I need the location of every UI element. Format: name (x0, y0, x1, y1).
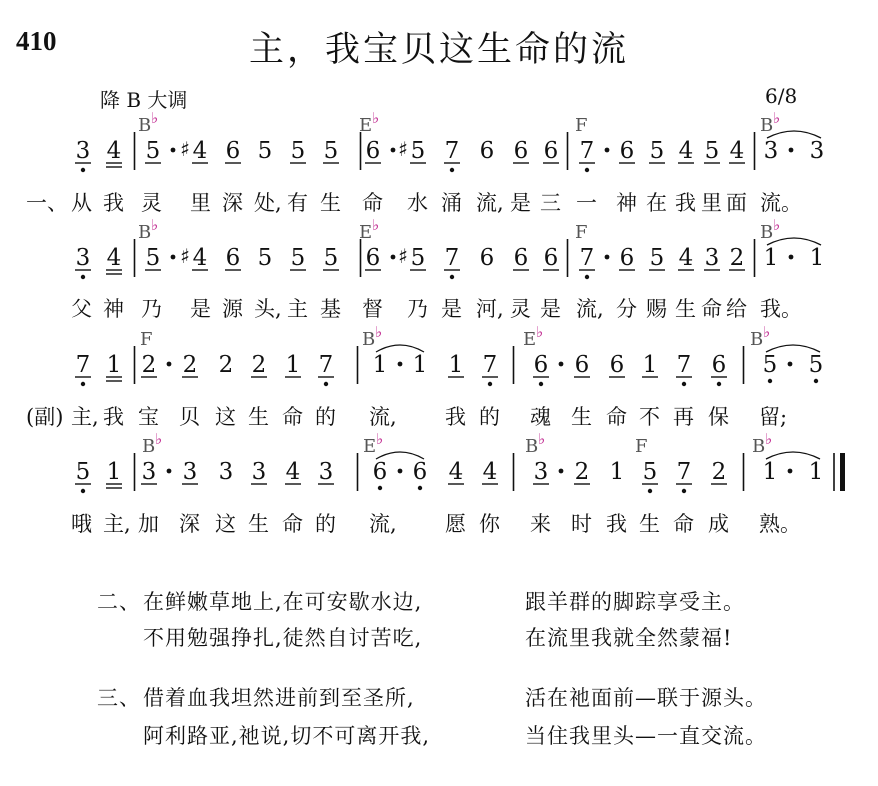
augmentation-dot (398, 469, 403, 474)
note-digit: 7 (444, 245, 460, 271)
note-digit: 3 (809, 138, 825, 164)
chord-flat: ♭ (372, 109, 380, 127)
octave-dot-low (682, 489, 686, 493)
note-digit: 5 (257, 245, 273, 271)
augmentation-dot (398, 362, 403, 367)
note-digit: 3 (141, 459, 157, 485)
note-digit: 5 (410, 138, 426, 164)
note-digit: 4 (106, 245, 122, 271)
lyric-syllable: 你 (479, 512, 500, 536)
lyric-syllable: 成 (708, 512, 729, 536)
octave-dot-low (717, 382, 721, 386)
lyric-syllable: 一、 (26, 191, 68, 215)
note-digit: 3 (75, 138, 91, 164)
octave-dot-low (450, 275, 454, 279)
sharp-sign: ♯ (398, 244, 408, 268)
slur (766, 345, 820, 352)
chord-symbol: B (525, 436, 539, 457)
lyric-syllable: 里 (190, 191, 211, 215)
lyric-syllable: 流。 (760, 191, 802, 215)
verse-line: 在鲜嫩草地上,在可安歇水边, (143, 590, 423, 614)
note-digit: 4 (448, 459, 464, 485)
lyric-syllable: 灵 (141, 191, 162, 215)
verse-line: 阿利路亚,祂说,切不可离开我, (143, 724, 431, 748)
note-digit: 6 (225, 245, 241, 271)
lyric-syllable: 贝 (179, 405, 200, 429)
note-digit: 3 (704, 245, 720, 271)
lyric-syllable: 流, (369, 405, 397, 429)
note-digit: 6 (533, 352, 549, 378)
octave-dot-low (81, 382, 85, 386)
lyric-syllable: 我 (103, 191, 124, 215)
lyric-syllable: 主, (103, 512, 131, 536)
lyric-syllable: 有 (287, 191, 308, 215)
note-digit: 5 (145, 245, 161, 271)
lyric-syllable: 给 (726, 297, 747, 321)
note-digit: 2 (574, 459, 590, 485)
augmentation-dot (171, 148, 176, 153)
note-digit: 5 (642, 459, 658, 485)
chord-flat: ♭ (765, 430, 773, 448)
time-signature: 6/8 (765, 84, 798, 108)
note-digit: 4 (192, 138, 208, 164)
lyric-syllable: 流, (476, 191, 504, 215)
lyric-syllable: 命 (673, 512, 694, 536)
hymn-title: 主，我宝贝这生命的流 (248, 30, 629, 70)
lyric-syllable: 命 (362, 191, 383, 215)
lyric-syllable: 生 (248, 405, 269, 429)
lyric-syllable: 生 (639, 512, 660, 536)
augmentation-dot (605, 255, 610, 260)
chord-symbol: B (362, 329, 376, 350)
chord-symbol: B (138, 222, 152, 243)
octave-dot-low (539, 382, 543, 386)
chord-symbol: B (750, 329, 764, 350)
chord-symbol: F (575, 115, 588, 136)
lyric-syllable: 的 (315, 512, 336, 536)
note-digit: 7 (75, 352, 91, 378)
note-digit: 3 (218, 459, 234, 485)
chord-symbol: E (359, 115, 373, 136)
note-digit: 6 (513, 245, 529, 271)
octave-dot-low (450, 168, 454, 172)
note-digit: 6 (365, 245, 381, 271)
note-digit: 4 (678, 138, 694, 164)
augmentation-dot (391, 255, 396, 260)
augmentation-dot (605, 148, 610, 153)
note-digit: 3 (182, 459, 198, 485)
augmentation-dot (788, 362, 793, 367)
lyric-syllable: 生 (320, 191, 341, 215)
note-digit: 6 (619, 245, 635, 271)
lyric-syllable: 命 (606, 405, 627, 429)
lyric-syllable: 时 (571, 512, 592, 536)
note-digit: 5 (257, 138, 273, 164)
lyric-syllable: 流, (576, 297, 604, 321)
lyric-syllable: 我 (675, 191, 696, 215)
octave-dot-low (324, 382, 328, 386)
lyric-syllable: 是 (540, 297, 561, 321)
lyric-syllable: 里 (701, 191, 722, 215)
lyric-syllable: 流, (369, 512, 397, 536)
note-digit: 1 (762, 459, 778, 485)
note-digit: 6 (412, 459, 428, 485)
note-digit: 1 (609, 459, 625, 485)
note-digit: 1 (809, 245, 825, 271)
note-digit: 5 (75, 459, 91, 485)
lyric-syllable: 我 (445, 405, 466, 429)
lyric-syllable: 深 (179, 512, 200, 536)
note-digit: 6 (225, 138, 241, 164)
slur (766, 452, 820, 459)
lyric-syllable: 生 (571, 405, 592, 429)
note-digit: 7 (444, 138, 460, 164)
note-digit: 3 (318, 459, 334, 485)
augmentation-dot (788, 469, 793, 474)
note-digit: 7 (676, 459, 692, 485)
note-digit: 5 (145, 138, 161, 164)
lyric-syllable: 面 (726, 191, 747, 215)
octave-dot-low (768, 379, 772, 383)
chord-flat: ♭ (376, 430, 384, 448)
lyric-syllable: 三 (540, 191, 561, 215)
note-digit: 6 (609, 352, 625, 378)
note-digit: 6 (543, 245, 559, 271)
lyric-syllable: 在 (646, 191, 667, 215)
chord-flat: ♭ (773, 109, 781, 127)
lyric-syllable: 水 (407, 191, 428, 215)
lyric-syllable: 留; (759, 405, 788, 429)
octave-dot-low (81, 275, 85, 279)
lyric-syllable: 头, (254, 297, 282, 321)
augmentation-dot (391, 148, 396, 153)
lyric-syllable: 基 (320, 297, 341, 321)
slur (376, 452, 424, 459)
octave-dot-low (648, 489, 652, 493)
lyric-syllable: 魂 (530, 405, 551, 429)
augmentation-dot (559, 469, 564, 474)
lyric-syllable: 的 (315, 405, 336, 429)
note-digit: 1 (285, 352, 301, 378)
note-digit: 5 (808, 352, 824, 378)
lyric-syllable: 是 (190, 297, 211, 321)
lyric-syllable: 宝 (138, 405, 159, 429)
note-digit: 7 (482, 352, 498, 378)
note-digit: 2 (711, 459, 727, 485)
octave-dot-low (81, 168, 85, 172)
chord-flat: ♭ (773, 216, 781, 234)
lyric-syllable: 生 (675, 297, 696, 321)
note-digit: 6 (479, 245, 495, 271)
note-digit: 1 (448, 352, 464, 378)
octave-dot-low (488, 382, 492, 386)
chord-symbol: B (752, 436, 766, 457)
note-digit: 1 (106, 352, 122, 378)
verse-line: 在流里我就全然蒙福! (525, 626, 733, 650)
octave-dot-low (81, 489, 85, 493)
lyric-syllable: 命 (282, 512, 303, 536)
chord-symbol: B (760, 222, 774, 243)
lyric-syllable: 命 (701, 297, 722, 321)
note-digit: 5 (323, 138, 339, 164)
note-digit: 4 (285, 459, 301, 485)
note-digit: 4 (192, 245, 208, 271)
note-digit: 4 (482, 459, 498, 485)
verse-line: 活在祂面前—联于源头。 (525, 686, 767, 710)
chord-flat: ♭ (372, 216, 380, 234)
note-digit: 5 (704, 138, 720, 164)
note-digit: 1 (808, 459, 824, 485)
augmentation-dot (167, 469, 172, 474)
lyric-syllable: 督 (362, 297, 383, 321)
octave-dot-low (378, 486, 382, 490)
lyric-syllable: 是 (510, 191, 531, 215)
chord-symbol: E (363, 436, 377, 457)
chord-symbol: B (138, 115, 152, 136)
lyric-syllable: 这 (215, 512, 236, 536)
key-signature: 降 B 大调 (100, 88, 188, 112)
lyric-syllable: 这 (215, 405, 236, 429)
lyric-syllable: 来 (530, 512, 551, 536)
verse-number: 二、 (97, 590, 141, 614)
chord-symbol: E (359, 222, 373, 243)
lyric-syllable: 父 (71, 297, 92, 321)
note-digit: 2 (218, 352, 234, 378)
note-digit: 3 (533, 459, 549, 485)
note-digit: 1 (412, 352, 428, 378)
note-digit: 5 (649, 138, 665, 164)
note-digit: 7 (676, 352, 692, 378)
lyric-syllable: 乃 (407, 297, 428, 321)
note-digit: 7 (579, 245, 595, 271)
chord-flat: ♭ (151, 109, 159, 127)
note-digit: 5 (410, 245, 426, 271)
note-digit: 6 (365, 138, 381, 164)
slur (376, 345, 424, 352)
chord-flat: ♭ (763, 323, 771, 341)
note-digit: 5 (649, 245, 665, 271)
sharp-sign: ♯ (180, 137, 190, 161)
lyric-syllable: 处, (254, 191, 282, 215)
note-digit: 2 (729, 245, 745, 271)
lyric-syllable: 我 (606, 512, 627, 536)
augmentation-dot (167, 362, 172, 367)
lyric-syllable: 保 (708, 405, 729, 429)
augmentation-dot (559, 362, 564, 367)
note-digit: 1 (642, 352, 658, 378)
note-digit: 3 (75, 245, 91, 271)
note-digit: 6 (513, 138, 529, 164)
lyric-syllable: 从 (71, 191, 92, 215)
note-digit: 1 (106, 459, 122, 485)
lyric-syllable: 涌 (441, 191, 462, 215)
slur (767, 238, 821, 245)
augmentation-dot (789, 255, 794, 260)
note-digit: 5 (762, 352, 778, 378)
octave-dot-low (585, 168, 589, 172)
sharp-sign: ♯ (180, 244, 190, 268)
lyric-syllable: (副) (26, 405, 64, 429)
note-digit: 5 (323, 245, 339, 271)
chord-flat: ♭ (155, 430, 163, 448)
lyric-syllable: 一 (576, 191, 597, 215)
lyric-syllable: 主, (71, 405, 99, 429)
note-digit: 1 (763, 245, 779, 271)
note-digit: 2 (141, 352, 157, 378)
note-digit: 4 (106, 138, 122, 164)
lyric-syllable: 的 (479, 405, 500, 429)
lyric-syllable: 神 (616, 191, 637, 215)
chord-flat: ♭ (151, 216, 159, 234)
lyric-syllable: 愿 (445, 512, 466, 536)
chord-symbol: B (142, 436, 156, 457)
note-digit: 7 (579, 138, 595, 164)
note-digit: 6 (711, 352, 727, 378)
octave-dot-low (418, 486, 422, 490)
note-digit: 6 (574, 352, 590, 378)
lyric-syllable: 熟。 (759, 512, 801, 536)
lyric-syllable: 神 (103, 297, 124, 321)
chord-symbol: E (523, 329, 537, 350)
chord-symbol: B (760, 115, 774, 136)
lyric-syllable: 生 (248, 512, 269, 536)
chord-flat: ♭ (536, 323, 544, 341)
note-digit: 6 (543, 138, 559, 164)
final-bar-thick (840, 453, 845, 491)
note-digit: 4 (729, 138, 745, 164)
lyric-syllable: 再 (673, 405, 694, 429)
lyric-syllable: 赐 (646, 297, 667, 321)
lyric-syllable: 哦 (71, 512, 92, 536)
note-digit: 4 (678, 245, 694, 271)
chord-symbol: F (575, 222, 588, 243)
chord-flat: ♭ (538, 430, 546, 448)
chord-symbol: F (140, 329, 153, 350)
verse-number: 三、 (97, 686, 141, 710)
note-digit: 6 (372, 459, 388, 485)
note-digit: 3 (763, 138, 779, 164)
lyric-syllable: 主 (287, 297, 308, 321)
octave-dot-low (585, 275, 589, 279)
note-digit: 3 (251, 459, 267, 485)
augmentation-dot (171, 255, 176, 260)
lyric-syllable: 命 (282, 405, 303, 429)
verse-line: 跟羊群的脚踪享受主。 (525, 590, 745, 614)
octave-dot-low (682, 382, 686, 386)
lyric-syllable: 我。 (760, 297, 802, 321)
lyric-syllable: 分 (616, 297, 637, 321)
verse-line: 不用勉强挣扎,徒然自讨苦吃, (143, 626, 423, 650)
note-digit: 5 (290, 138, 306, 164)
chord-flat: ♭ (375, 323, 383, 341)
lyric-syllable: 灵 (510, 297, 531, 321)
lyric-syllable: 加 (138, 512, 159, 536)
chord-symbol: F (635, 436, 648, 457)
note-digit: 6 (479, 138, 495, 164)
lyric-syllable: 不 (639, 405, 660, 429)
lyric-syllable: 源 (222, 297, 243, 321)
lyric-syllable: 河, (476, 297, 504, 321)
hymn-number: 410 (16, 26, 57, 56)
verse-line: 借着血我坦然进前到至圣所, (143, 686, 415, 710)
sharp-sign: ♯ (398, 137, 408, 161)
note-digit: 1 (372, 352, 388, 378)
augmentation-dot (789, 148, 794, 153)
note-digit: 2 (182, 352, 198, 378)
lyric-syllable: 是 (441, 297, 462, 321)
octave-dot-low (814, 379, 818, 383)
note-digit: 5 (290, 245, 306, 271)
lyric-syllable: 乃 (141, 297, 162, 321)
lyric-syllable: 深 (222, 191, 243, 215)
verse-line: 当住我里头—一直交流。 (525, 724, 767, 748)
note-digit: 7 (318, 352, 334, 378)
note-digit: 6 (619, 138, 635, 164)
lyric-syllable: 我 (103, 405, 124, 429)
note-digit: 2 (251, 352, 267, 378)
slur (767, 131, 821, 138)
